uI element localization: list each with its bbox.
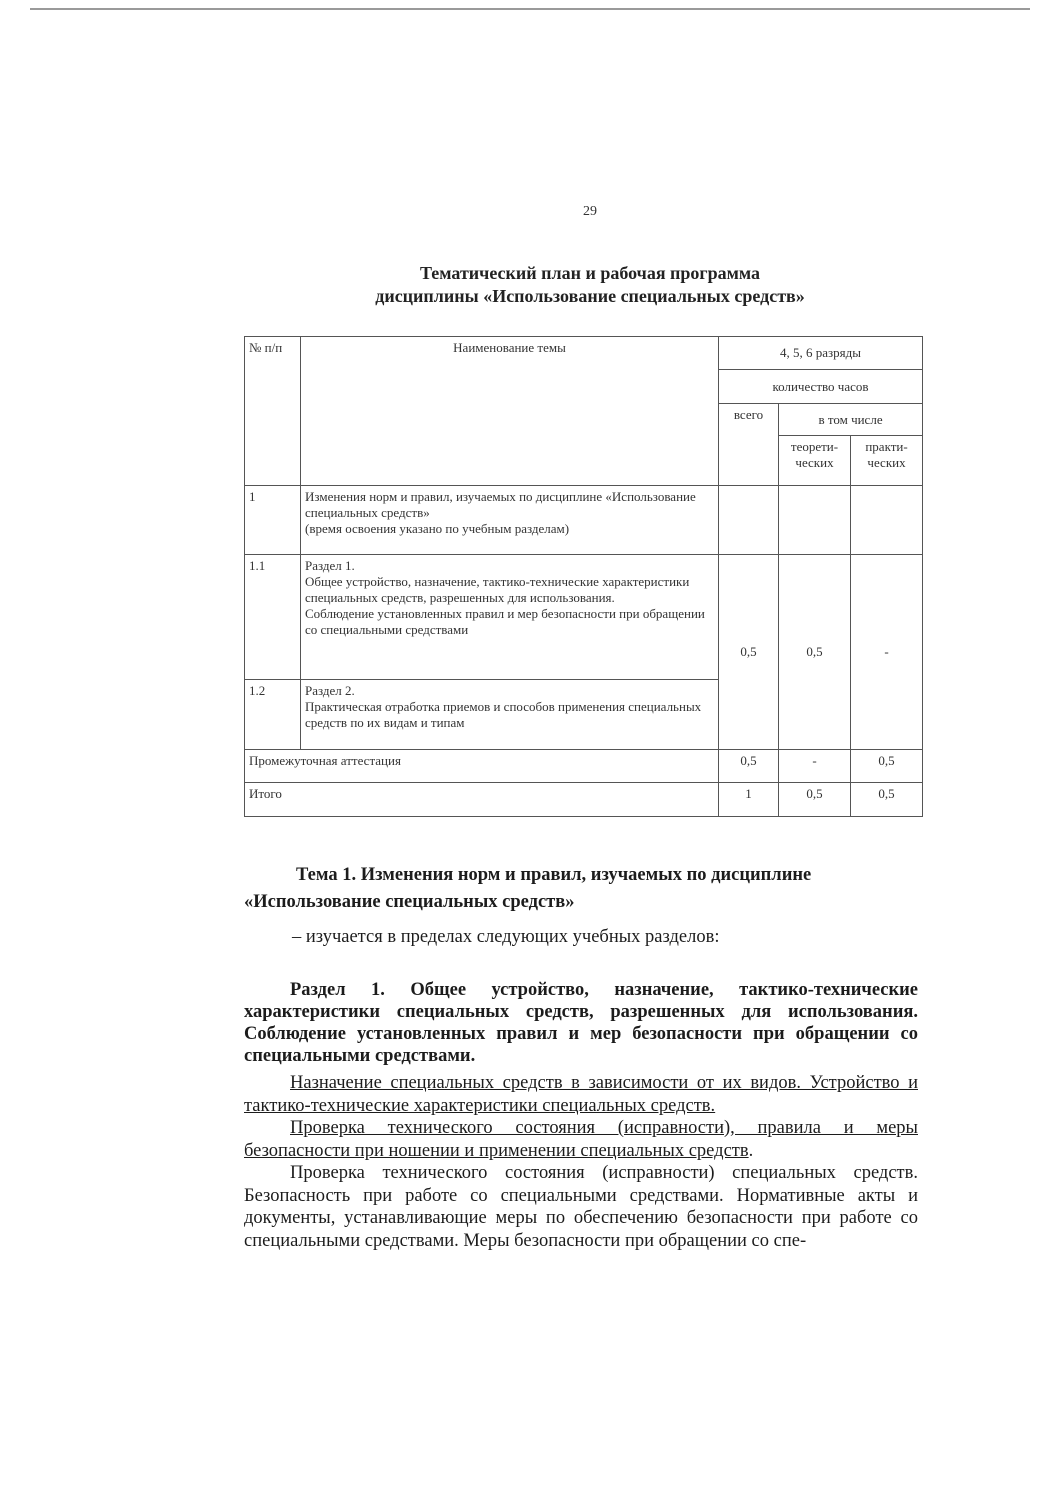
thematic-plan-table <box>244 336 923 817</box>
header-num: № п/п <box>245 337 301 486</box>
interim-label: Промежуточная аттестация <box>245 750 719 783</box>
underlined-text: Назначение специальных средств в зависимости от их видов. Устройство и тактико-технические характеристики специальных средств. <box>244 1073 918 1116</box>
row-topic-name: Раздел 1. Общее устройство, назначение, тактико-технические характеристики специальных средств, разрешенных для использования. Соблюдение установленных правил и мер безопасности при обращении со специальными средствами <box>301 555 719 680</box>
scan-edge <box>30 8 1030 10</box>
merged-practice: - <box>851 555 923 750</box>
row-practice <box>851 486 923 555</box>
merged-theory: 0,5 <box>779 555 851 750</box>
header-total: всего <box>719 404 779 486</box>
page-number: 29 <box>583 204 597 219</box>
row-topic-name: Изменения норм и правил, изучаемых по дисциплине «Использование специальных средств» (время освоения указано по учебным разделам) <box>301 486 719 555</box>
header-grades: 4, 5, 6 разряды <box>719 337 923 370</box>
header-topic-name: Наименование темы <box>301 337 719 486</box>
header-including: в том числе <box>779 404 923 436</box>
header-practice: практи- ческих <box>851 436 923 486</box>
paragraph: Проверка технического состояния (исправности) специальных средств. Безопасность при работе со специальными средствами. Нормативные акты и документы, устанавливающие меры по обеспечению безопасности при работе со специальными средствами. Меры безопасности при обращении со спе- <box>244 1163 918 1251</box>
row-num: 1.2 <box>245 680 301 750</box>
row-total <box>719 486 779 555</box>
paragraph <box>244 1117 918 1162</box>
document-title <box>240 262 940 308</box>
section-1-prefix: Раздел 1. <box>290 980 385 1000</box>
topic-1-note: – изучается в пределах следующих учебных разделов: <box>292 927 720 947</box>
body-text <box>244 1072 918 1252</box>
topic-1-line-2: «Использование специальных средств» <box>244 892 575 912</box>
final-theory: 0,5 <box>779 783 851 817</box>
header-theory: теорети- ческих <box>779 436 851 486</box>
final-practice: 0,5 <box>851 783 923 817</box>
interim-practice: 0,5 <box>851 750 923 783</box>
section-1-text: Общее устройство, назначение, тактико-технические характеристики специальных средств, разрешенных для использования. Соблюдение установленных правил и мер безопасности при обращении со специальными средствами. <box>244 980 918 1066</box>
final-total: 1 <box>719 783 779 817</box>
row-num: 1.1 <box>245 555 301 680</box>
row-topic-name: Раздел 2. Практическая отработка приемов и способов применения специальных средств по их видам и типам <box>301 680 719 750</box>
row-theory <box>779 486 851 555</box>
topic-1-heading <box>244 862 924 916</box>
row-num: 1 <box>245 486 301 555</box>
underlined-text: Проверка технического состояния (исправности), правила и меры безопасности при ношении и применении специальных средств <box>244 1118 918 1161</box>
paragraph <box>244 1072 918 1117</box>
merged-total: 0,5 <box>719 555 779 750</box>
final-label: Итого <box>245 783 719 817</box>
topic-1-line-1: Тема 1. Изменения норм и правил, изучаемых по дисциплине <box>296 865 812 885</box>
interim-theory: - <box>779 750 851 783</box>
paragraph-end: . <box>748 1140 754 1161</box>
title-line-1: Тематический план и рабочая программа <box>419 263 761 283</box>
interim-total: 0,5 <box>719 750 779 783</box>
header-hours: количество часов <box>719 370 923 404</box>
title-line-2: дисциплины «Использование специальных средств» <box>375 286 805 306</box>
section-1-heading <box>244 979 918 1067</box>
